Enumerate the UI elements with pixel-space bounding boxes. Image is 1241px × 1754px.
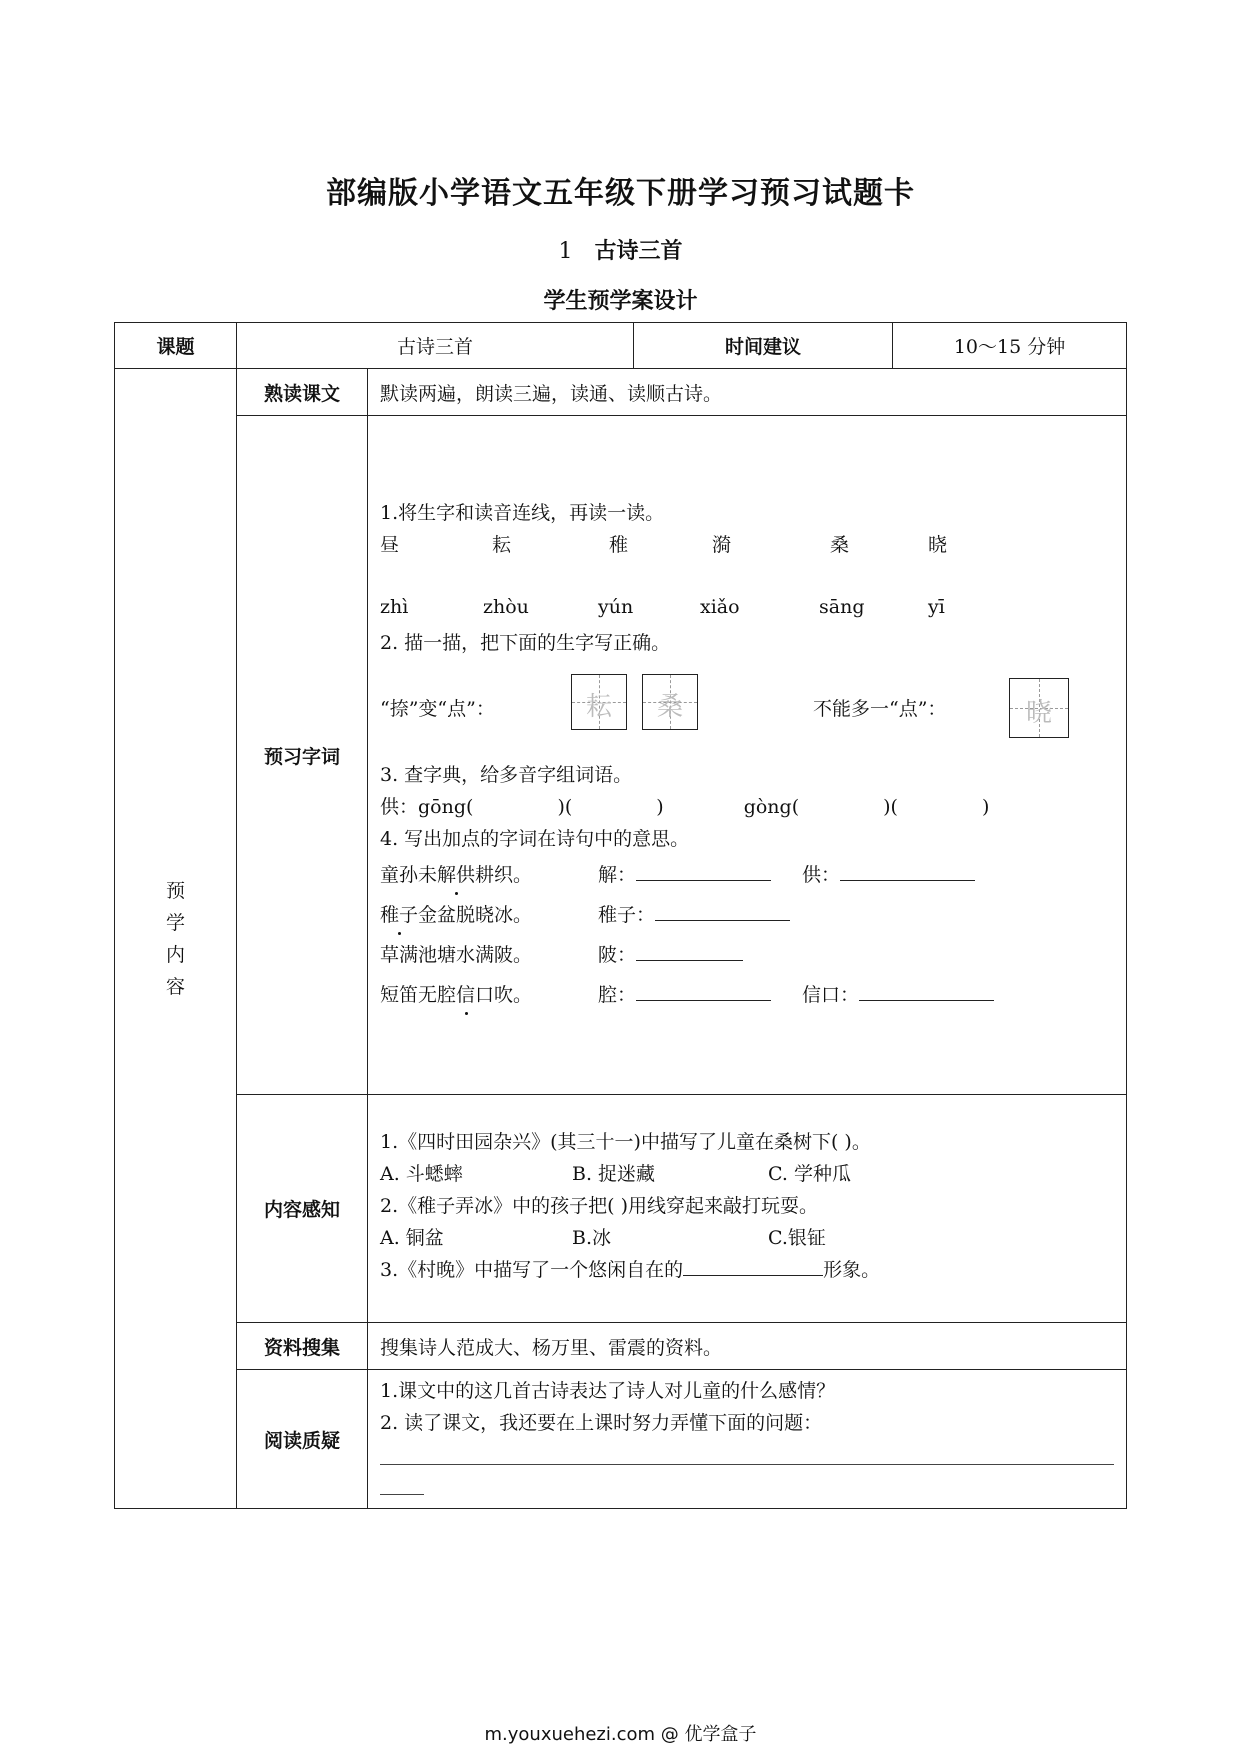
option[interactable]: C.银钲 [768, 1227, 826, 1249]
answer-line[interactable] [380, 1464, 1114, 1465]
poem-line: 草满池塘水满陂。 [380, 944, 533, 966]
time-label: 时间建议 [634, 323, 893, 369]
option[interactable]: B.冰 [572, 1227, 612, 1249]
content-q3: 3.《村晚》中描写了一个悠闲自在的 形象。 [380, 1259, 881, 1281]
lesson-title [0, 234, 1241, 265]
poem-line: 稚子金盆脱晓冰。 [380, 904, 533, 926]
option[interactable]: C. 学种瓜 [768, 1163, 851, 1185]
content-q2-options [380, 1223, 900, 1247]
answer-blank[interactable] [636, 982, 771, 1001]
topic-label: 课题 [115, 323, 237, 369]
section-label-char: 学 [165, 911, 185, 934]
preview-card-table [114, 322, 1127, 1509]
vocab-pinyin-row [380, 596, 980, 620]
vocab-pinyin: yún [598, 596, 634, 618]
poem-line: 短笛无腔信口吹。 [380, 984, 533, 1006]
section-label [115, 369, 237, 1509]
answer-prompt: 供： [802, 860, 975, 887]
vocab-pinyin: yī [928, 596, 945, 618]
answer-blank[interactable] [859, 982, 994, 1001]
answer-prompt: 信口： [802, 980, 994, 1007]
section-label-char: 容 [165, 975, 185, 998]
option[interactable]: A. 铜盆 [380, 1227, 444, 1249]
vocab-char: 晓 [928, 534, 948, 556]
time-value: 10～15 分钟 [893, 323, 1127, 369]
answer-line[interactable] [380, 1494, 424, 1495]
content-q2: 2.《稚子弄冰》中的孩子把( )用线穿起来敲打玩耍。 [380, 1195, 818, 1217]
vocab-char: 昼 [380, 534, 400, 556]
page-title: 部编版小学语文五年级下册学习预习试题卡 [326, 176, 915, 211]
vocab-pinyin: zhòu [483, 596, 529, 618]
questions-cell [368, 1370, 1127, 1509]
vocab-q3-polyphone: 供：gōng( )( ) gòng( )( ) [380, 796, 990, 818]
vocab-char: 桑 [830, 534, 850, 556]
materials-text: 搜集诗人范成大、杨万里、雷震的资料。 [368, 1323, 1127, 1370]
answer-prompt: 稚子： [598, 900, 790, 927]
design-title: 学生预学案设计 [543, 289, 698, 314]
lesson-name: 古诗三首 [594, 239, 683, 264]
answer-blank[interactable] [655, 902, 790, 921]
writing-grid-box[interactable] [571, 674, 627, 730]
vocab-char: 稚 [609, 534, 629, 556]
lesson-number: 1 [558, 239, 573, 264]
vocab-pinyin: sāng [819, 596, 865, 618]
vocab-char: 耘 [492, 534, 512, 556]
answer-prompt: 陂： [598, 940, 743, 967]
answer-blank[interactable] [840, 862, 975, 881]
questions-q2: 2. 读了课文，我还要在上课时努力弄懂下面的问题： [380, 1412, 823, 1434]
vocab-pinyin: xiǎo [700, 596, 740, 618]
reading-text: 默读两遍，朗读三遍，读通、读顺古诗。 [368, 369, 1127, 416]
vocab-q2-right-text: 不能多一“点”： [813, 698, 947, 720]
content-q1-options [380, 1159, 900, 1183]
materials-label: 资料搜集 [237, 1323, 368, 1370]
questions-label: 阅读质疑 [237, 1370, 368, 1509]
section-label-char: 内 [165, 943, 185, 966]
poem-line: 童孙未解供耕织。 [380, 864, 533, 886]
answer-blank[interactable] [683, 1257, 823, 1276]
option[interactable]: A. 斗蟋蟀 [380, 1163, 463, 1185]
vocab-cell [368, 416, 1127, 1095]
answer-blank[interactable] [636, 942, 743, 961]
content-q1: 1.《四时田园杂兴》(其三十一)中描写了儿童在桑树下( )。 [380, 1131, 871, 1153]
vocab-q3: 3. 查字典，给多音字组词语。 [380, 764, 633, 786]
answer-blank[interactable] [636, 862, 771, 881]
vocab-q2: 2. 描一描，把下面的生字写正确。 [380, 632, 671, 654]
section-label-char: 预 [165, 879, 185, 902]
content-cell [368, 1095, 1127, 1323]
trace-char: 晓 [1025, 698, 1052, 728]
content-label: 内容感知 [237, 1095, 368, 1323]
writing-grid-box[interactable] [642, 674, 698, 730]
trace-char: 耘 [585, 692, 612, 722]
reading-label: 熟读课文 [237, 369, 368, 416]
trace-char: 桑 [656, 692, 683, 722]
writing-grid-box[interactable] [1009, 678, 1069, 738]
vocab-pinyin: zhì [380, 596, 409, 618]
footer-source: m.youxuehezi.com @ 优学盒子 [484, 1724, 757, 1745]
vocab-q4: 4. 写出加点的字词在诗句中的意思。 [380, 828, 690, 850]
option[interactable]: B. 捉迷藏 [572, 1163, 656, 1185]
vocab-q2-left-text: “捺”变“点”： [380, 698, 495, 720]
vocab-char-row [380, 530, 980, 554]
topic-value: 古诗三首 [237, 323, 634, 369]
questions-q1: 1.课文中的这几首古诗表达了诗人对儿童的什么感情？ [380, 1380, 836, 1402]
vocab-label: 预习字词 [237, 416, 368, 1095]
vocab-q1: 1.将生字和读音连线，再读一读。 [380, 502, 665, 524]
answer-prompt: 解： [598, 860, 771, 887]
answer-prompt: 腔： [598, 980, 771, 1007]
vocab-char: 漪 [712, 534, 732, 556]
